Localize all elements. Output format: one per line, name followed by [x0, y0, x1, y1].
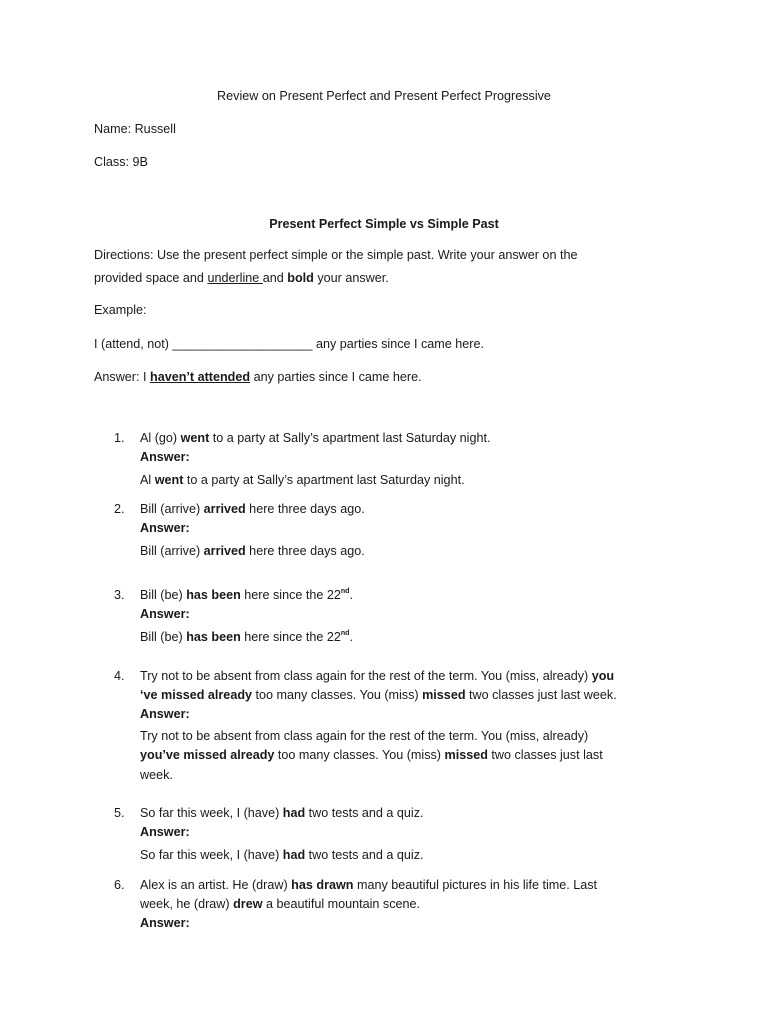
section-title: Present Perfect Simple vs Simple Past — [269, 217, 499, 231]
item-1-question: Al (go) went to a party at Sally’s apartment last Saturday night. — [140, 431, 491, 445]
answer-label: Answer: — [140, 916, 190, 930]
answer-label: Answer: — [140, 607, 190, 621]
student-class: Class: 9B — [94, 155, 148, 169]
example-prompt: I (attend, not) ____________________ any parties since I came here. — [94, 337, 484, 351]
item-3-answer: Bill (be) has been here since the 22nd. — [140, 629, 353, 644]
document-title: Review on Present Perfect and Present Perfect Progressive — [217, 89, 551, 103]
item-5-question: So far this week, I (have) had two tests and a quiz. — [140, 806, 424, 820]
student-name: Name: Russell — [94, 122, 176, 136]
answer-blank: ____________________ — [172, 337, 313, 351]
example-label: Example: — [94, 303, 147, 317]
item-number: 2. — [114, 502, 125, 516]
answer-label: Answer: — [140, 707, 190, 721]
item-1-answer: Al went to a party at Sally’s apartment last Saturday night. — [140, 473, 465, 487]
answer-label: Answer: — [140, 521, 190, 535]
item-4-question-line-2: ‘ve missed already too many classes. You (miss) missed two classes just last week. — [140, 688, 617, 702]
answer-label: Answer: — [140, 450, 190, 464]
item-number: 3. — [114, 588, 125, 602]
item-3-question: Bill (be) has been here since the 22nd. — [140, 587, 353, 602]
directions-line-1: Directions: Use the present perfect simple or the simple past. Write your answer on the — [94, 248, 578, 262]
item-2-question: Bill (arrive) arrived here three days ago. — [140, 502, 365, 516]
item-6-question-line-2: week, he (draw) drew a beautiful mountain scene. — [140, 897, 421, 911]
item-4-answer-line-3: week. — [140, 768, 173, 782]
directions-line-2: provided space and underline and bold your answer. — [94, 271, 389, 285]
item-number: 5. — [114, 806, 125, 820]
item-number: 4. — [114, 669, 125, 683]
item-4-answer-line-2: you’ve missed already too many classes. You (miss) missed two classes just last — [140, 748, 603, 762]
item-2-answer: Bill (arrive) arrived here three days ago. — [140, 544, 365, 558]
example-answer: Answer: I haven’t attended any parties since I came here. — [94, 370, 422, 384]
item-number: 6. — [114, 878, 125, 892]
answer-label: Answer: — [140, 825, 190, 839]
item-6-question-line-1: Alex is an artist. He (draw) has drawn many beautiful pictures in his life time. Last — [140, 878, 598, 892]
item-4-question-line-1: Try not to be absent from class again for the rest of the term. You (miss, already) you — [140, 669, 615, 683]
item-5-answer: So far this week, I (have) had two tests and a quiz. — [140, 848, 424, 862]
item-number: 1. — [114, 431, 125, 445]
item-4-answer-line-1: Try not to be absent from class again for the rest of the term. You (miss, already) — [140, 729, 589, 743]
